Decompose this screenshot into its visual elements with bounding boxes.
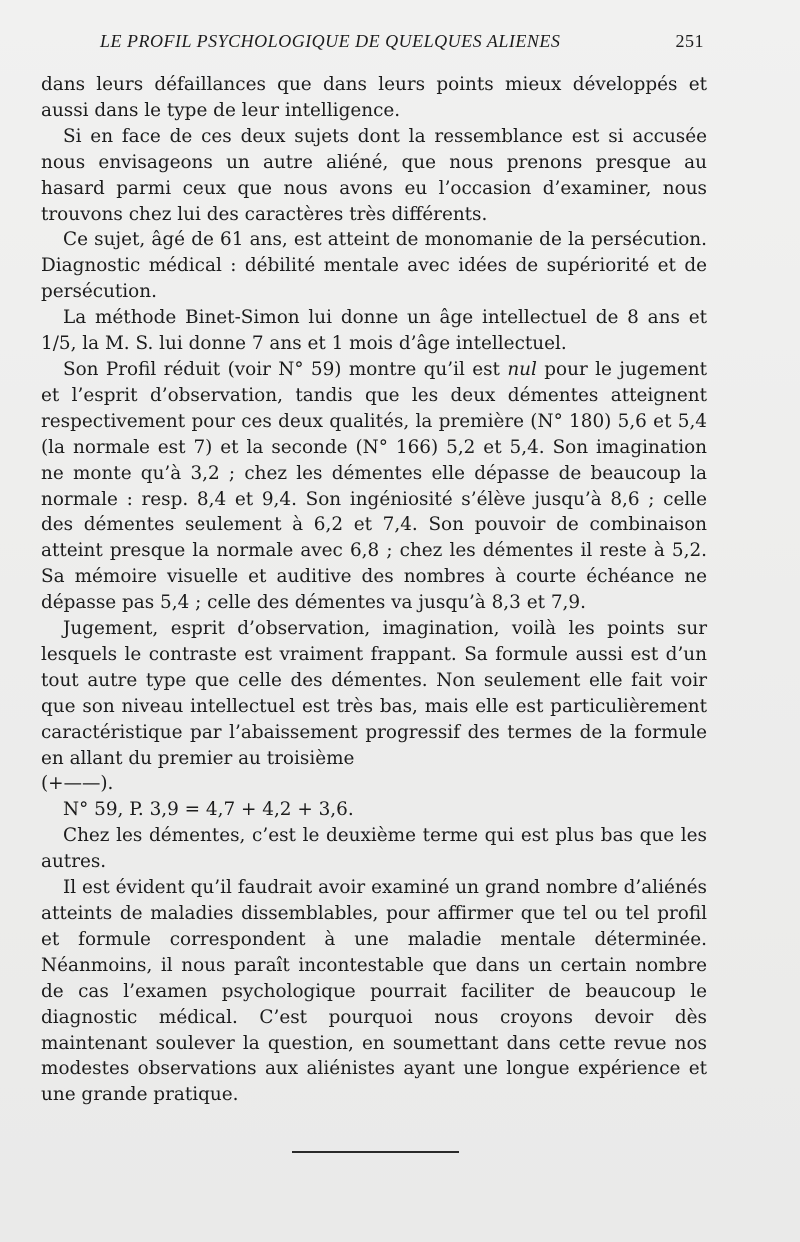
paragraph-contrast: Jugement, esprit d’observation, imagination, voilà les points sur lesquels le contraste est vraiment frappant. Sa formule aussi est d’un tout autre type que celle des démentes. Non seulement elle fait voir que son niveau intellectuel est très bas, mais elle est particulièrement caractéristique par l’abaissement progressif des termes de la formule en allant du premier au troisième bbox=[41, 618, 707, 769]
margin-speck bbox=[784, 344, 789, 358]
profile-formula: N° 59, P. 3,9 = 4,7 + 4,2 + 3,6. bbox=[63, 799, 354, 821]
page-number: 251 bbox=[675, 31, 704, 51]
paragraph-conclusion: Il est évident qu’il faudrait avoir examiné un grand nombre d’aliénés atteints de maladies dissemblables, pour affirmer que tel ou tel profil et formule correspondent à une maladie mentale déterminée. Néanmoins, il nous paraît incontestable que dans un certain nombre de cas l’examen psychologique pourrait faciliter de beaucoup le diagnostic médical. C’est pourquoi nous croyons devoir dès maintenant soulever la question, en soumettant dans cette revue nos modestes observations aux aliénistes ayant une longue expérience et une grande pratique. bbox=[41, 877, 707, 1106]
paragraph-continuation: dans leurs défaillances que dans leurs points mieux développés et aussi dans le type de leur intelligence. bbox=[41, 74, 707, 121]
paragraph-another-patient: Si en face de ces deux sujets dont la ressemblance est si accusée nous envisageons un autre aliéné, que nous prenons presque au hasard parmi ceux que nous avons eu l’occasion d’examiner, nous trouvons chez lui des caractères très différents. bbox=[41, 125, 707, 225]
running-head bbox=[100, 29, 704, 53]
running-title: LE PROFIL PSYCHOLOGIQUE DE QUELQUES ALIENES bbox=[100, 31, 561, 51]
formula-sign-pattern: (+——). bbox=[41, 773, 114, 795]
paragraph-binet-simon: La méthode Binet-Simon lui donne un âge intellectuel de 8 ans et 1/5, la M. S. lui donne 7 ans et 1 mois d’âge intellectuel. bbox=[41, 307, 707, 355]
paragraph-dementes-comparison: Chez les démentes, c’est le deuxième terme qui est plus bas que les autres. bbox=[41, 825, 707, 873]
emphasis-nul: nul bbox=[507, 358, 537, 380]
paragraph-subject-diagnosis: Ce sujet, âgé de 61 ans, est atteint de monomanie de la persécution. Diagnostic médical : débilité mentale avec idées de supériorité et de persécution. bbox=[41, 229, 707, 303]
paragraph-reduced-profile bbox=[41, 357, 707, 616]
profile-text-before: Son Profil réduit (voir N° 59) montre qu’il est bbox=[63, 358, 508, 380]
body-text bbox=[41, 72, 707, 1108]
closing-rule bbox=[292, 1151, 459, 1153]
profile-text-after: pour le jugement et l’esprit d’observation, tandis que les deux démentes atteignent respectivement pour ces deux qualités, la première (N° 180) 5,6 et 5,4 (la normale est 7) et la seconde (N° 166) 5,2 et 5,4. Son imagination ne monte qu’à 3,2 ; chez les démentes elle dépasse de beaucoup la normale : resp. 8,4 et 9,4. Son ingéniosité s’élève jusqu’à 8,6 ; celle des démentes seulement à 6,2 et 7,4. Son pouvoir de combinaison atteint presque la normale avec 6,8 ; chez les démentes il reste à 5,2. Sa mémoire visuelle et auditive des nombres à courte échéance ne dépasse pas 5,4 ; celle des démentes va jusqu’à 8,3 et 7,9. bbox=[41, 358, 707, 614]
